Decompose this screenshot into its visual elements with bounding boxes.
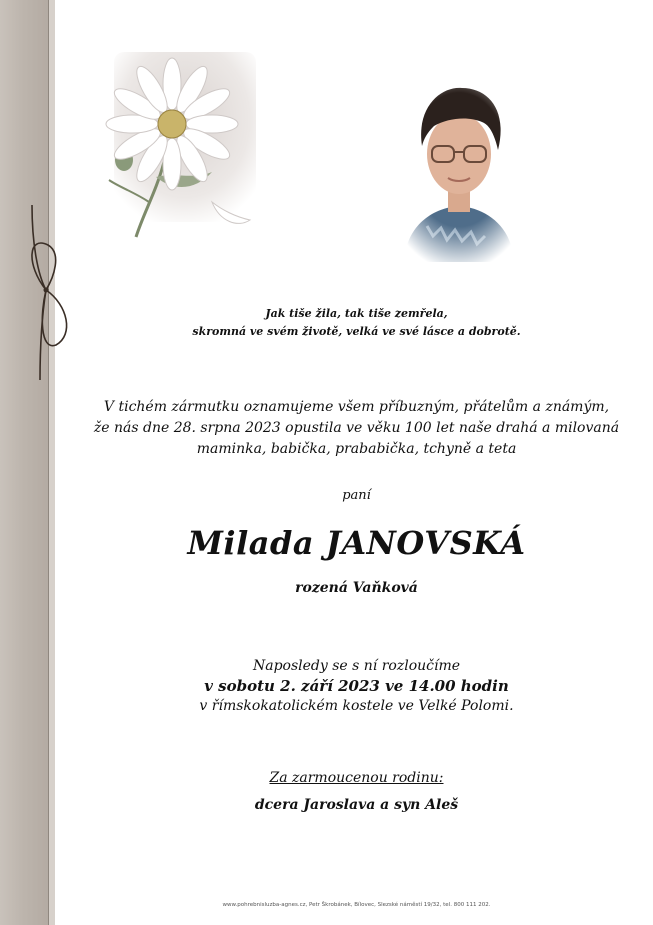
motto-line: Jak tiše žila, tak tiše zemřela,	[265, 307, 448, 320]
ceremony-details	[60, 656, 653, 716]
ceremony-date: v sobotu 2. září 2023 ve 14.00 hodin	[204, 677, 509, 695]
footer-contact: www.pohrebnisluzba-agnes.cz, Petr Škrobánek, Bílovec, Slezské náměstí 19/32, tel. 800 111 202.	[222, 902, 491, 908]
salutation: paní	[342, 488, 371, 503]
announcement-line: maminka, babička, prababička, tchyně a teta	[196, 441, 517, 457]
motto	[60, 305, 653, 341]
ceremony-location: v římskokatolickém kostele ve Velké Polomi.	[199, 698, 514, 714]
decorative-side-stripe	[48, 0, 55, 925]
portrait-photo	[392, 76, 526, 262]
announcement-line: že nás dne 28. srpna 2023 opustila ve věku 100 let naše drahá a milovaná	[93, 420, 620, 436]
ribbon-bow-icon	[18, 205, 78, 380]
announcement	[60, 397, 653, 460]
family-names: dcera Jaroslava a syn Aleš	[254, 797, 459, 813]
family-heading: Za zarmoucenou rodinu:	[269, 770, 444, 786]
maiden-name: rozená Vaňková	[295, 580, 418, 596]
decorative-side-band	[0, 0, 50, 925]
announcement-line: V tichém zármutku oznamujeme všem příbuzným, přátelům a známým,	[103, 399, 610, 415]
daisy-flower-illustration	[104, 52, 256, 242]
motto-line: skromná ve svém životě, velká ve své lásce a dobrotě.	[192, 325, 521, 338]
deceased-name: Milada JANOVSKÁ	[187, 524, 526, 562]
ceremony-line: Naposledy se s ní rozloučíme	[252, 658, 461, 674]
